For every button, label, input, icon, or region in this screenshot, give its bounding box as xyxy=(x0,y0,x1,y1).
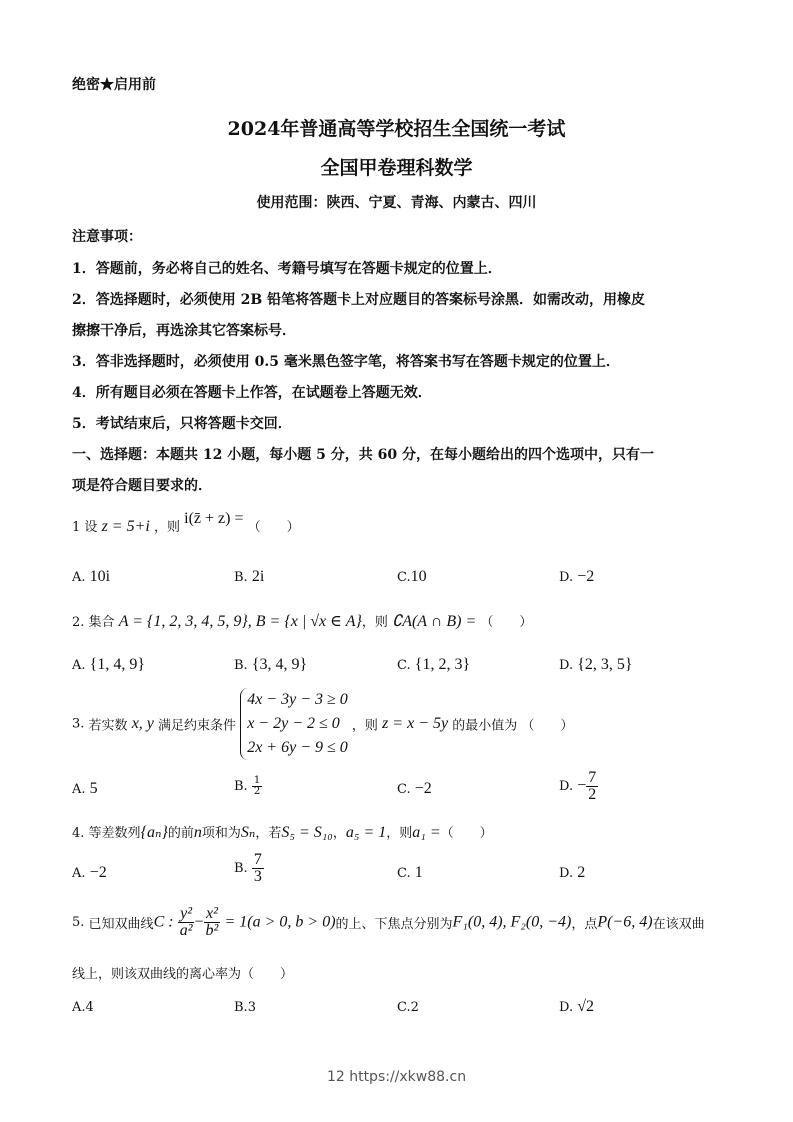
question-text: ，则 xyxy=(386,826,413,841)
secret-label: 绝密★启用前 xyxy=(72,77,156,93)
question-text: ，则 xyxy=(351,718,378,734)
option-a xyxy=(72,1000,94,1015)
option-label: C. xyxy=(397,658,411,673)
question-text: 项和为 xyxy=(201,826,241,841)
answer-blank: （ ） xyxy=(480,615,533,630)
notice-heading: 注意事项： xyxy=(72,229,142,245)
fraction-denominator: 2 xyxy=(588,786,597,803)
option-b xyxy=(234,656,307,674)
option-d xyxy=(559,864,585,882)
option-value: 1 xyxy=(414,864,423,881)
option-a xyxy=(72,568,110,586)
section-heading-cont: 项是符合题目要求的． xyxy=(72,478,212,494)
question-1 xyxy=(72,510,300,536)
question-5: 5. 已知双曲线C : $\frac{\text{y²}}{\text{a²}}$ − $\frac{\text{x²}}{\text{b²}}$ = 1(a > 0, b > 0)的上、下焦点分别为F₁(0, 4), F₂(0, −4)，点P(−6, 4)在该双曲 xyxy=(72,905,705,939)
notice-item-1: 1．答题前，务必将自己的姓名、考籍号填写在答题卡规定的位置上． xyxy=(72,261,502,277)
option-value: 10i xyxy=(89,568,111,585)
math-expr: A = {1, 2, 3, 4, 5, 9}, B = {x | √x ∈ A} xyxy=(118,613,362,630)
fraction-numerator: 7 xyxy=(588,769,597,786)
question-text: 的前 xyxy=(167,826,194,841)
answer-blank: （ ） xyxy=(440,826,493,841)
option-label: A. xyxy=(72,570,86,585)
option-value: {1, 2, 3} xyxy=(414,656,471,673)
fraction-numerator: 7 xyxy=(253,851,262,868)
option-a xyxy=(72,864,107,882)
math-expr: ∁A(A ∩ B) = xyxy=(392,613,477,630)
option-value: {2, 3, 5} xyxy=(577,656,633,673)
math-expr: a₅ = 1 xyxy=(345,824,387,841)
option-value: √2 xyxy=(577,998,595,1015)
option-value: {3, 4, 9} xyxy=(251,656,308,673)
notice-item-4: 4．所有题目必须在答题卡上作答，在试题卷上答题无效． xyxy=(72,385,432,401)
option-d xyxy=(559,998,594,1016)
answer-blank: （ ） xyxy=(521,718,574,734)
option-label: C. xyxy=(397,570,411,585)
notice-item-2: 2．答选择题时，必须使用 2B 铅笔将答题卡上对应题目的答案标号涂黑．如需改动，用橡皮 xyxy=(72,292,646,308)
math-expr: z = 5+i xyxy=(101,518,150,535)
section-heading: 一、选择题：本题共 12 小题，每小题 5 分，共 60 分，在每小题给出的四个选项中，只有一 xyxy=(72,447,654,463)
option-value: 2i xyxy=(251,568,265,585)
option-c xyxy=(397,1000,419,1015)
question-text: ，则 xyxy=(153,520,180,535)
option-value: {1, 4, 9} xyxy=(89,656,146,673)
question-text: ，若 xyxy=(255,826,282,841)
question-number: 5. xyxy=(72,915,85,930)
option-b xyxy=(234,1000,256,1015)
option-value: 10 xyxy=(410,568,427,585)
fraction-denominator: b² xyxy=(205,922,219,939)
math-expr: {aₙ} xyxy=(140,824,168,841)
math-expr: i(z̄ + z) = xyxy=(184,510,244,527)
option-label: D. xyxy=(559,779,574,794)
question-text: 的最小值为 xyxy=(452,718,518,734)
option-label: D. xyxy=(559,1000,574,1015)
option-label: A. xyxy=(72,866,86,881)
question-number: 1 xyxy=(72,520,81,535)
question-text: 满足约束条件 xyxy=(158,718,237,734)
math-expr: a₁ = xyxy=(412,824,441,841)
option-label: A. xyxy=(72,658,86,673)
option-c xyxy=(397,568,427,586)
option-label: B. xyxy=(234,861,248,876)
option-value: −2 xyxy=(89,864,107,881)
option-label: C. xyxy=(397,866,411,881)
question-number: 2. xyxy=(72,615,85,630)
notice-item-3: 3．答非选择题时，必须使用 0.5 毫米黑色签字笔，将答案书写在答题卡规定的位置上． xyxy=(72,354,620,370)
math-expr: z = x − 5y xyxy=(382,715,449,732)
math-expr: S₅ = S₁₀ xyxy=(281,824,333,841)
option-a xyxy=(72,656,145,674)
option-label: B. xyxy=(234,779,248,794)
question-4 xyxy=(72,822,493,842)
option-label: A. xyxy=(72,1000,86,1015)
question-text: 若实数 xyxy=(88,718,128,734)
question-3 xyxy=(72,688,573,760)
option-value: 2 xyxy=(410,1000,419,1015)
math-expr: n xyxy=(193,824,202,841)
option-value: −2 xyxy=(414,780,432,797)
answer-blank: （ ） xyxy=(247,520,300,535)
fraction-denominator: 2 xyxy=(253,786,261,797)
option-label: A. xyxy=(72,782,86,797)
option-d xyxy=(559,656,633,674)
math-expr: C : xyxy=(153,913,174,931)
exam-title: 2024年普通高等学校招生全国统一考试 xyxy=(227,118,566,140)
question-text: 在该双曲 xyxy=(652,917,705,932)
option-value: 3 xyxy=(247,1000,256,1015)
option-label: C. xyxy=(397,1000,411,1015)
option-value: 5 xyxy=(89,780,98,797)
option-label: B. xyxy=(234,1000,248,1015)
option-b xyxy=(234,568,264,586)
option-label: D. xyxy=(559,866,574,881)
fraction-numerator: 1 xyxy=(253,775,261,786)
sign: − xyxy=(577,777,587,794)
option-label: B. xyxy=(234,570,248,585)
option-label: D. xyxy=(559,570,574,585)
fraction-denominator: a² xyxy=(179,922,193,939)
option-d xyxy=(559,770,598,803)
question-text: 的上、下焦点分别为 xyxy=(335,917,453,932)
math-expr: F₁(0, 4), F₂(0, −4) xyxy=(452,913,572,931)
question-2 xyxy=(72,611,532,631)
question-text: 已知双曲线 xyxy=(88,917,154,932)
option-c xyxy=(397,780,432,798)
question-text: ，点 xyxy=(571,917,598,932)
math-expr: x, y xyxy=(131,715,154,732)
exam-subtitle: 全国甲卷理科数学 xyxy=(320,157,473,179)
option-label: B. xyxy=(234,658,248,673)
question-text: 等差数列 xyxy=(88,826,141,841)
constraint: x − 2y − 2 ≤ 0 xyxy=(247,715,340,732)
question-text: ，则 xyxy=(361,615,388,630)
fraction-denominator: 3 xyxy=(253,868,262,885)
footer-link[interactable]: 12 https://xkw88.cn xyxy=(326,1069,467,1085)
notice-item-5: 5．考试结束后，只将答题卡交回． xyxy=(72,416,292,432)
option-label: C. xyxy=(397,782,411,797)
question-number: 4. xyxy=(72,826,85,841)
constraint: 2x + 6y − 9 ≤ 0 xyxy=(247,739,348,756)
option-value: 2 xyxy=(577,864,586,881)
option-d xyxy=(559,568,594,586)
option-value: −2 xyxy=(577,568,595,585)
option-b xyxy=(234,852,264,885)
usage-scope: 使用范围：陕西、宁夏、青海、内蒙古、四川 xyxy=(256,195,537,211)
option-c xyxy=(397,864,423,882)
option-label: D. xyxy=(559,658,574,673)
fraction-numerator: x² xyxy=(205,905,218,922)
constraint: 4x − 3y − 3 ≥ 0 xyxy=(247,691,348,708)
question-5-cont: 线上，则该双曲线的离心率为（ ） xyxy=(72,967,294,982)
notice-item-2-cont: 擦擦干净后，再选涂其它答案标号． xyxy=(72,323,296,339)
page-footer xyxy=(0,1069,793,1085)
option-b xyxy=(234,776,262,797)
option-c xyxy=(397,656,470,674)
question-number: 3. xyxy=(72,716,85,732)
constraint-system xyxy=(240,688,348,760)
math-expr: P(−6, 4) xyxy=(597,913,653,931)
question-text: ， xyxy=(332,826,346,841)
math-expr: Sₙ xyxy=(240,824,256,841)
fraction-numerator: y² xyxy=(180,905,193,922)
option-a xyxy=(72,780,98,798)
question-text: 集合 xyxy=(88,615,115,630)
option-value: 4 xyxy=(85,1000,94,1015)
question-text: 设 xyxy=(84,520,98,535)
math-expr: = 1(a > 0, b > 0) xyxy=(224,913,336,931)
